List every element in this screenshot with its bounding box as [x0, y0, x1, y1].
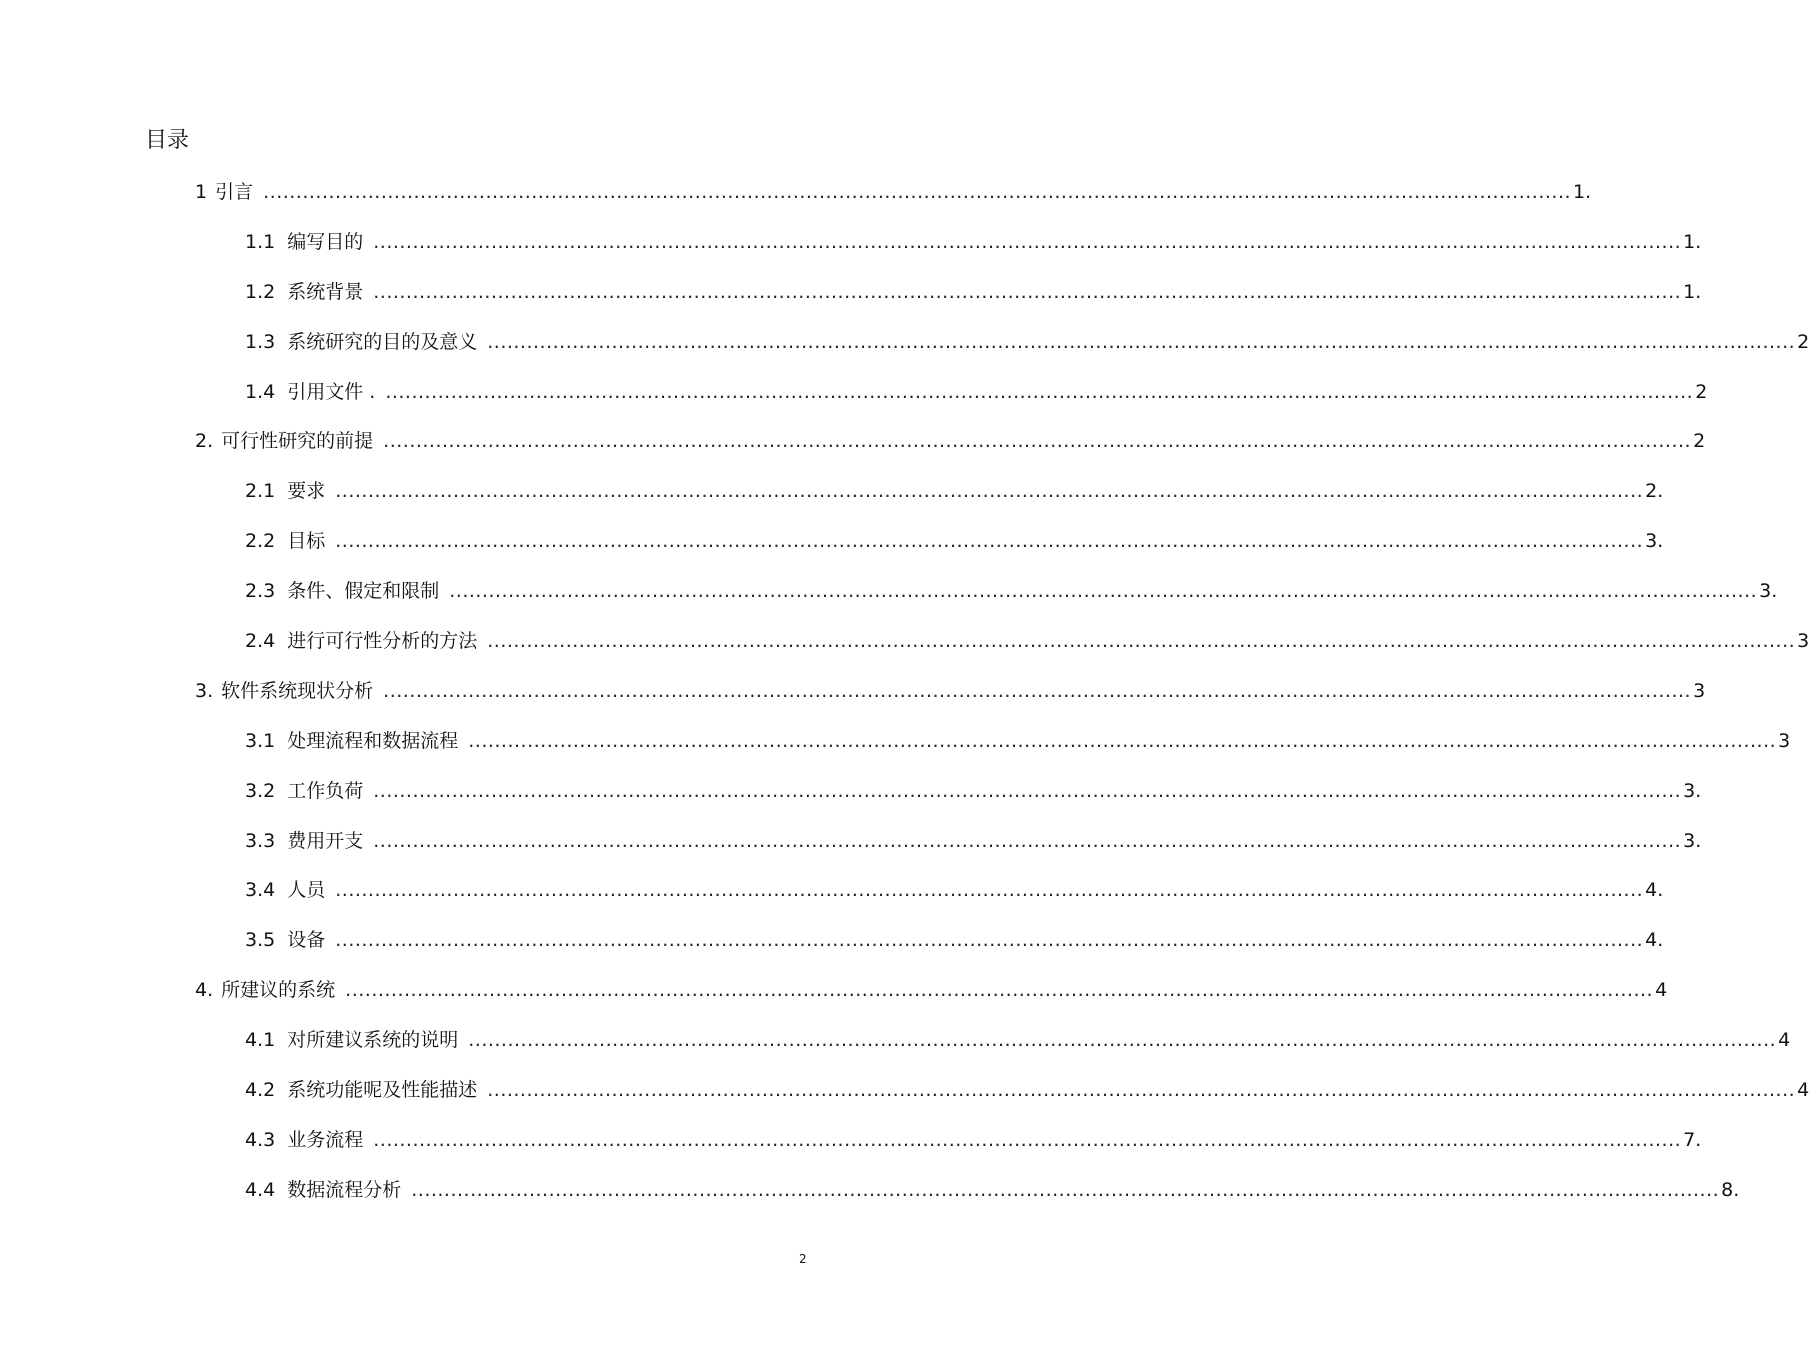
- toc-entry[interactable]: [245, 1175, 1740, 1205]
- toc-leader-dots: ........................................................................................................................................................................................................: [373, 780, 1682, 802]
- toc-entry-number: 4.1: [245, 1029, 276, 1051]
- toc-entry-number: 1.2: [245, 281, 276, 303]
- toc-leader-dots: ........................................................................................................................................................................................................: [468, 1029, 1777, 1051]
- toc-entry-number: 4.4: [245, 1179, 276, 1201]
- toc-entry-label: 要求: [287, 480, 326, 502]
- toc-entry-page: 2: [1645, 480, 1658, 502]
- toc-entry-number: 3.2: [245, 780, 276, 802]
- toc-entry-number: 3.1: [245, 730, 276, 752]
- toc-leader-dots: ........................................................................................................................................................................................................: [345, 979, 1654, 1001]
- toc-entry-label: 引用文件 .: [287, 381, 376, 403]
- toc-leader-dots: ........................................................................................................................................................................................................: [449, 580, 1758, 602]
- toc-leader-dots: ........................................................................................................................................................................................................: [468, 730, 1777, 752]
- toc-trailing-dot: .: [1657, 879, 1664, 901]
- toc-entry-label: 引言: [215, 181, 254, 203]
- toc-trailing-dot: .: [1695, 231, 1702, 253]
- toc-leader-dots: ........................................................................................................................................................................................................: [335, 879, 1644, 901]
- toc-entry-page: 1: [1573, 181, 1586, 203]
- toc-leader-dots: ........................................................................................................................................................................................................: [487, 630, 1796, 652]
- toc-entry-label: 系统研究的目的及意义: [287, 331, 478, 353]
- toc-entry[interactable]: [245, 1075, 1809, 1105]
- toc-entry[interactable]: [195, 975, 1668, 1005]
- toc-entry-number: 3.4: [245, 879, 276, 901]
- toc-entry-number: 2.4: [245, 630, 276, 652]
- toc-trailing-dot: .: [1733, 1179, 1740, 1201]
- toc-entry[interactable]: [245, 776, 1702, 806]
- toc-entry-number: 1: [195, 181, 208, 203]
- toc-leader-dots: ........................................................................................................................................................................................................: [487, 1079, 1796, 1101]
- toc-entry[interactable]: [245, 476, 1664, 506]
- toc-entry-page: 8: [1721, 1179, 1734, 1201]
- toc-entry-number: 2.1: [245, 480, 276, 502]
- toc-entry-number: 4.: [195, 979, 214, 1001]
- toc-entry-number: 2.2: [245, 530, 276, 552]
- toc-entry-page: 4: [1645, 879, 1658, 901]
- toc-leader-dots: ........................................................................................................................................................................................................: [383, 430, 1692, 452]
- toc-entry-number: 3.: [195, 680, 214, 702]
- toc-leader-dots: ........................................................................................................................................................................................................: [373, 231, 1682, 253]
- toc-entry-label: 条件、假定和限制: [287, 580, 440, 602]
- toc-leader-dots: ........................................................................................................................................................................................................: [373, 830, 1682, 852]
- toc-entry[interactable]: [245, 576, 1778, 606]
- toc-leader-dots: ........................................................................................................................................................................................................: [373, 1129, 1682, 1151]
- toc-entry[interactable]: [245, 277, 1702, 307]
- toc-trailing-dot: .: [1695, 1129, 1702, 1151]
- toc-trailing-dot: .: [1657, 530, 1664, 552]
- toc-trailing-dot: .: [1695, 281, 1702, 303]
- toc-entry-label: 软件系统现状分析: [221, 680, 374, 702]
- toc-entry-page: 2: [1693, 430, 1706, 452]
- toc-entry-page: 3: [1645, 530, 1658, 552]
- toc-entry-number: 1.4: [245, 381, 276, 403]
- toc-entry-page: 3: [1778, 730, 1791, 752]
- toc-leader-dots: ........................................................................................................................................................................................................: [335, 929, 1644, 951]
- toc-entry-label: 编写目的: [287, 231, 364, 253]
- toc-entry[interactable]: [195, 177, 1592, 207]
- toc-entry-label: 费用开支: [287, 830, 364, 852]
- toc-entry-label: 系统背景: [287, 281, 364, 303]
- toc-entry-number: 3.5: [245, 929, 276, 951]
- toc-leader-dots: ........................................................................................................................................................................................................: [385, 381, 1694, 403]
- toc-leader-dots: ........................................................................................................................................................................................................: [263, 181, 1572, 203]
- toc-entry-number: 3.3: [245, 830, 276, 852]
- toc-trailing-dot: .: [1585, 181, 1592, 203]
- toc-entry[interactable]: [245, 826, 1702, 856]
- toc-entry-label: 进行可行性分析的方法: [287, 630, 478, 652]
- toc-entry-label: 处理流程和数据流程: [287, 730, 459, 752]
- toc-entry-page: 4: [1797, 1079, 1809, 1101]
- toc-entry-label: 可行性研究的前提: [221, 430, 374, 452]
- toc-entry-label: 对所建议系统的说明: [287, 1029, 459, 1051]
- toc-entry-label: 设备: [287, 929, 326, 951]
- toc-entry-page: 3: [1759, 580, 1772, 602]
- toc-entry[interactable]: [245, 875, 1664, 905]
- toc-entry[interactable]: [245, 626, 1809, 656]
- toc-entry-page: 3: [1693, 680, 1706, 702]
- toc-entry-page: 4: [1655, 979, 1668, 1001]
- toc-entry-label: 工作负荷: [287, 780, 364, 802]
- toc-entry-number: 2.: [195, 430, 214, 452]
- toc-entry-page: 4: [1778, 1029, 1791, 1051]
- toc-entry-page: 1: [1683, 281, 1696, 303]
- toc-entry[interactable]: [245, 227, 1702, 257]
- toc-leader-dots: ........................................................................................................................................................................................................: [383, 680, 1692, 702]
- toc-entry-page: 1: [1683, 231, 1696, 253]
- page-title: 目录: [145, 128, 190, 153]
- toc-leader-dots: ........................................................................................................................................................................................................: [373, 281, 1682, 303]
- toc-trailing-dot: .: [1695, 830, 1702, 852]
- toc-entry[interactable]: [245, 526, 1664, 556]
- toc-entry[interactable]: [245, 1025, 1791, 1055]
- toc-entry-page: 7: [1683, 1129, 1696, 1151]
- toc-entry-label: 业务流程: [287, 1129, 364, 1151]
- toc-entry-number: 4.2: [245, 1079, 276, 1101]
- toc-entry-label: 数据流程分析: [287, 1179, 402, 1201]
- toc-entry[interactable]: [195, 676, 1706, 706]
- page-number: 2: [799, 1252, 807, 1266]
- toc-entry-number: 1.3: [245, 331, 276, 353]
- toc-entry[interactable]: [245, 1125, 1702, 1155]
- toc-leader-dots: ........................................................................................................................................................................................................: [335, 530, 1644, 552]
- toc-entry-page: 4: [1645, 929, 1658, 951]
- toc-entry-number: 4.3: [245, 1129, 276, 1151]
- toc-entry-label: 所建议的系统: [221, 979, 336, 1001]
- toc-leader-dots: ........................................................................................................................................................................................................: [335, 480, 1644, 502]
- toc-trailing-dot: .: [1695, 780, 1702, 802]
- toc-entry-label: 目标: [287, 530, 326, 552]
- toc-entry[interactable]: [195, 426, 1706, 456]
- toc-entry[interactable]: [245, 726, 1791, 756]
- toc-entry-number: 1.1: [245, 231, 276, 253]
- toc-entry-page: 3: [1797, 630, 1809, 652]
- toc-entry-page: 2: [1695, 381, 1708, 403]
- toc-entry-page: 3: [1683, 780, 1696, 802]
- toc-entry-page: 3: [1683, 830, 1696, 852]
- toc-trailing-dot: .: [1657, 480, 1664, 502]
- toc-entry[interactable]: [245, 327, 1809, 357]
- toc-entry[interactable]: [245, 377, 1708, 407]
- toc-leader-dots: ........................................................................................................................................................................................................: [411, 1179, 1720, 1201]
- toc-entry-page: 2: [1797, 331, 1809, 353]
- toc-entry[interactable]: [245, 925, 1664, 955]
- toc-trailing-dot: .: [1771, 580, 1778, 602]
- toc-entry-label: 人员: [287, 879, 326, 901]
- toc-entry-label: 系统功能呢及性能描述: [287, 1079, 478, 1101]
- toc-entry-number: 2.3: [245, 580, 276, 602]
- toc-trailing-dot: .: [1657, 929, 1664, 951]
- toc-leader-dots: ........................................................................................................................................................................................................: [487, 331, 1796, 353]
